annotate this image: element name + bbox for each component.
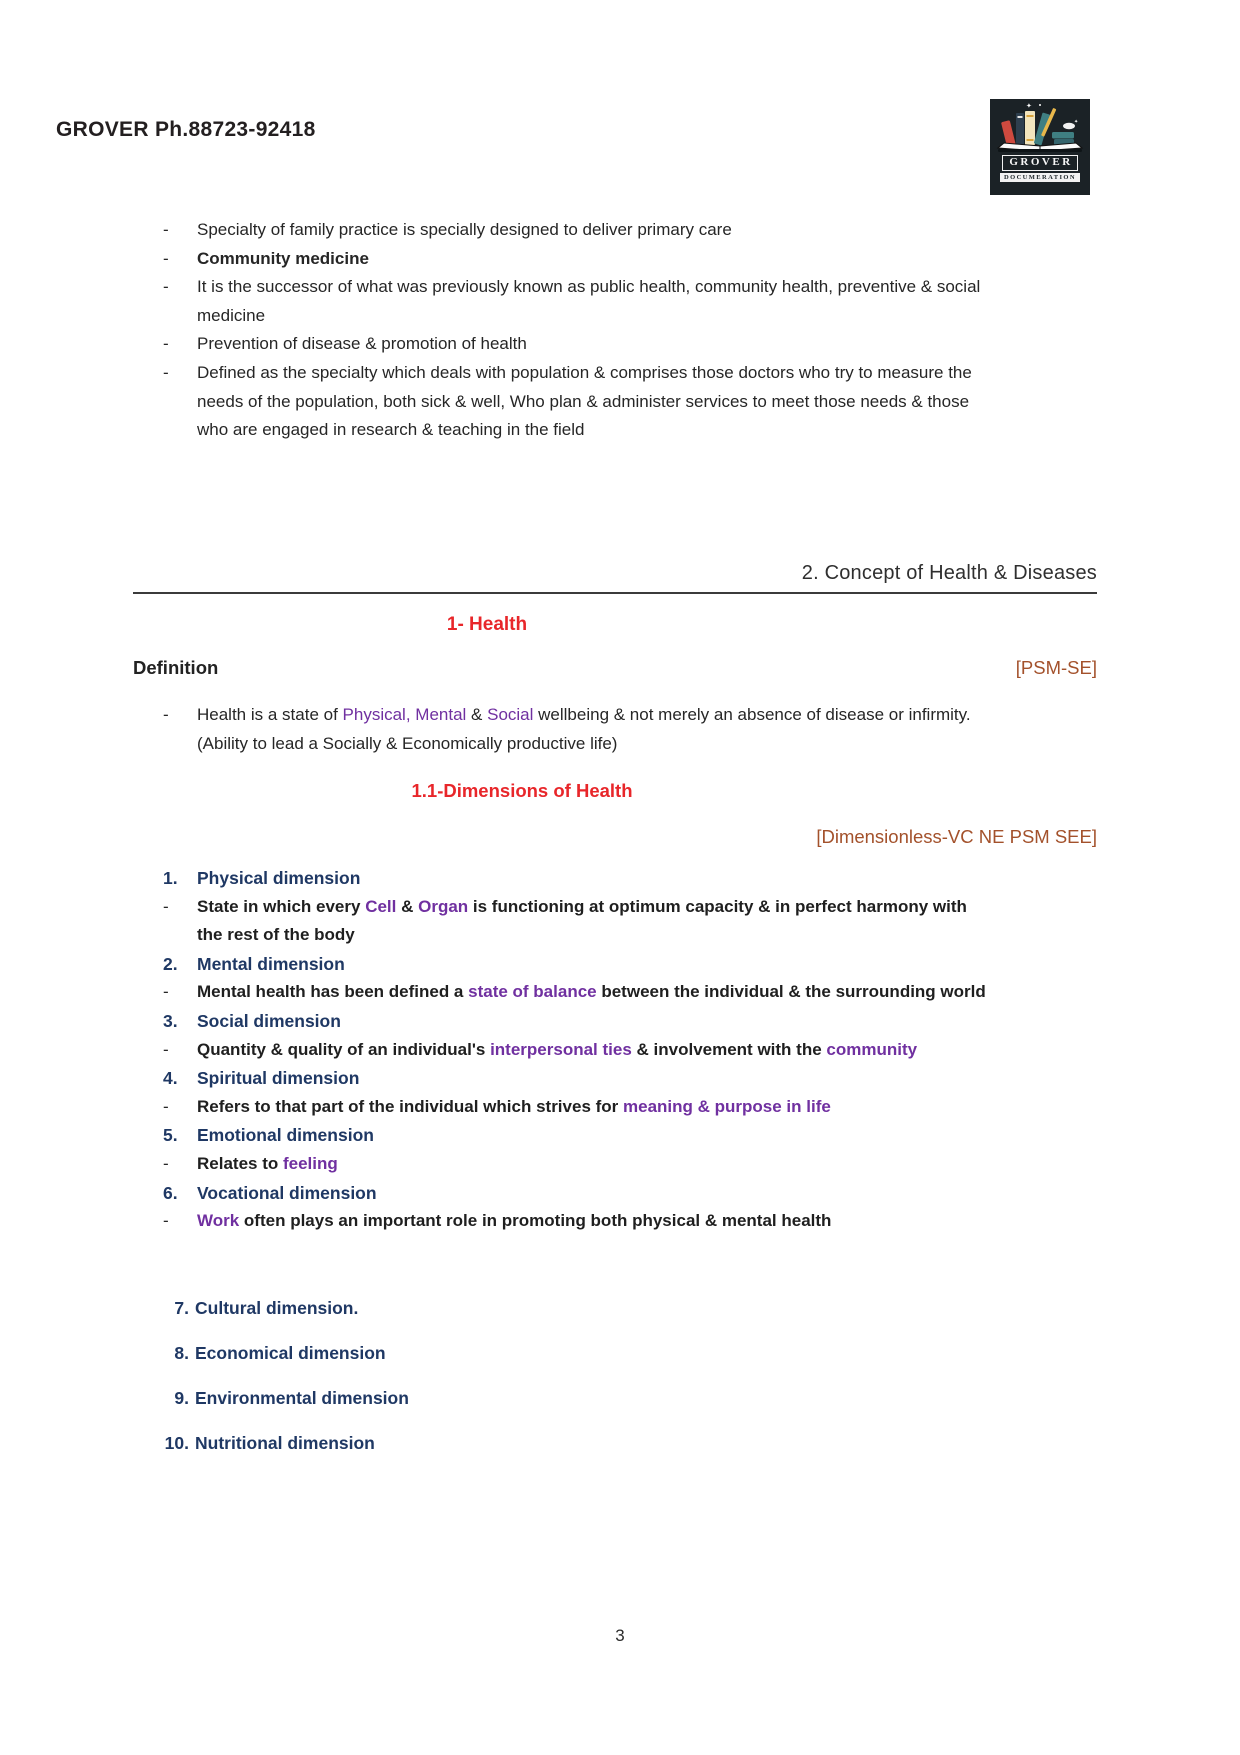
dimension-title: Physical dimension [197,868,361,888]
bullet-dash: - [163,1039,169,1059]
item-number: 7. [174,1298,189,1318]
dimension-desc-row [163,893,987,950]
list-item [155,1341,409,1365]
text-segment: meaning & purpose in life [623,1096,831,1116]
definition-text [197,701,987,758]
list-item [155,1386,409,1410]
text-segment: Community medicine [197,248,369,268]
bullet-item [163,216,987,245]
bullet-text [197,330,987,359]
item-number: 10. [164,1433,189,1453]
text-segment: Work [197,1211,240,1231]
dimension-desc [197,1093,987,1122]
bullet-dash: - [163,705,169,724]
grover-logo [990,99,1090,195]
dimension-title: Cultural dimension. [195,1298,359,1318]
bullet-dash: - [163,1211,169,1231]
dimension-title: Social dimension [197,1010,341,1031]
dimension-title-row [163,864,987,893]
dimension-title-row [163,1064,987,1093]
dimension-title-row [163,1121,987,1150]
dimension-title: Vocational dimension [197,1182,377,1203]
dimension-desc-row [163,1207,987,1236]
dimension-desc-row [163,1036,987,1065]
item-number: 4. [163,1068,178,1089]
text-segment: between the individual & the surrounding world [596,982,986,1002]
dimension-title-row [163,1179,987,1208]
dimension-desc [197,978,987,1007]
bullet-dash: - [163,896,169,916]
text-segment: & [396,896,419,916]
bullet-dash: - [163,1096,169,1116]
svg-text:✦: ✦ [1074,119,1079,125]
item-number: 8. [174,1343,189,1363]
text-segment: state of balance [468,982,597,1002]
text-segment: Cell [365,896,397,916]
dimension-desc-row [163,1093,987,1122]
header-title: GROVER Ph.88723-92418 [56,118,316,141]
text-segment: & [466,705,488,724]
dimension-title: Emotional dimension [197,1125,374,1146]
dimension-desc-row [163,978,987,1007]
bullet-text [197,359,987,445]
dimension-desc [197,1207,987,1236]
item-number: 3. [163,1010,178,1031]
item-number: 1. [163,868,178,888]
text-segment: is functioning at optimum capacity & in perfect harmony with the rest of the body [197,896,967,945]
dimension-title: Nutritional dimension [195,1433,375,1453]
dimension-title-row [163,950,987,979]
text-segment: It is the successor of what was previously known as public health, community health, preventive & social medicine [197,277,981,325]
text-segment: Quantity & quality of an individual's [197,1039,491,1059]
bullet-dash: - [163,334,169,354]
list-item [155,1296,409,1320]
text-segment: Defined as the specialty which deals with population & comprises those doctors who try to measure the needs of the population, both sick & well, Who plan & administer services to meet those needs & those who are engaged in research & teaching in the field [197,362,972,440]
bullet-dash: - [163,1153,169,1173]
list-item [155,1431,409,1455]
text-segment: Mental health has been defined a [197,982,469,1002]
bullet-item [163,245,987,274]
item-number: 2. [163,953,178,974]
section-heading: 2. Concept of Health & Diseases [801,562,1097,584]
item-number: 6. [163,1182,178,1203]
bullet-text [197,273,987,330]
svg-text:✦: ✦ [1026,103,1032,110]
section-divider [133,592,1097,594]
item-number: 5. [163,1125,178,1146]
text-segment: interpersonal ties [490,1039,632,1059]
text-segment: Refers to that part of the individual which strives for [197,1096,624,1116]
mnemonic-tag: [Dimensionless-VC NE PSM SEE] [816,826,1097,847]
text-segment: wellbeing & not merely an absence of disease or infirmity. (Ability to lead a Socially & Economically productive life) [197,705,971,753]
page-number: 3 [615,1626,625,1645]
definition-bullet [163,701,987,758]
bullet-dash: - [163,277,169,297]
bullet-dash: - [163,362,169,382]
dimension-title-row [163,1007,987,1036]
bullet-item [163,359,987,445]
bullet-text [197,216,987,245]
text-segment: State in which every [197,896,366,916]
text-segment: often plays an important role in promoting both physical & mental health [239,1211,832,1231]
text-segment: Social [487,705,534,724]
bullet-dash: - [163,248,169,268]
bullet-text [197,245,987,274]
dimension-desc [197,1150,987,1179]
logo-name: GROVER [1002,155,1077,171]
dimensions-list [163,864,987,1236]
dimension-title: Mental dimension [197,953,345,974]
text-segment: Organ [418,896,469,916]
bullet-item [163,273,987,330]
bullet-item [163,330,987,359]
bullet-item [163,701,987,758]
intro-bullet-list [163,216,987,445]
health-heading: 1- Health [446,614,528,635]
dimension-title: Spiritual dimension [197,1068,360,1089]
dimension-desc [197,1036,987,1065]
dimension-title: Environmental dimension [195,1388,409,1408]
text-segment: Relates to [197,1153,283,1173]
logo-subtitle: DOCUMERATION [1000,173,1080,182]
text-segment: Prevention of disease & promotion of health [197,334,527,354]
dimension-desc [197,893,987,950]
bullet-dash: - [163,982,169,1002]
definition-label: Definition [133,657,219,678]
text-segment: Physical, Mental [342,705,467,724]
item-number: 9. [174,1388,189,1408]
psm-tag: [PSM-SE] [1015,657,1097,678]
text-segment: Health is a state of [197,705,343,724]
books-illustration-icon [990,99,1090,157]
text-segment: feeling [282,1153,338,1173]
extra-dimensions-list [155,1296,409,1476]
text-segment: Specialty of family practice is specially designed to deliver primary care [197,220,732,239]
dimension-title: Economical dimension [195,1343,386,1363]
text-segment: community [826,1039,918,1059]
dimensions-heading: 1.1-Dimensions of Health [411,780,633,801]
dimension-desc-row [163,1150,987,1179]
text-segment: & involvement with the [631,1039,827,1059]
bullet-dash: - [163,220,169,239]
